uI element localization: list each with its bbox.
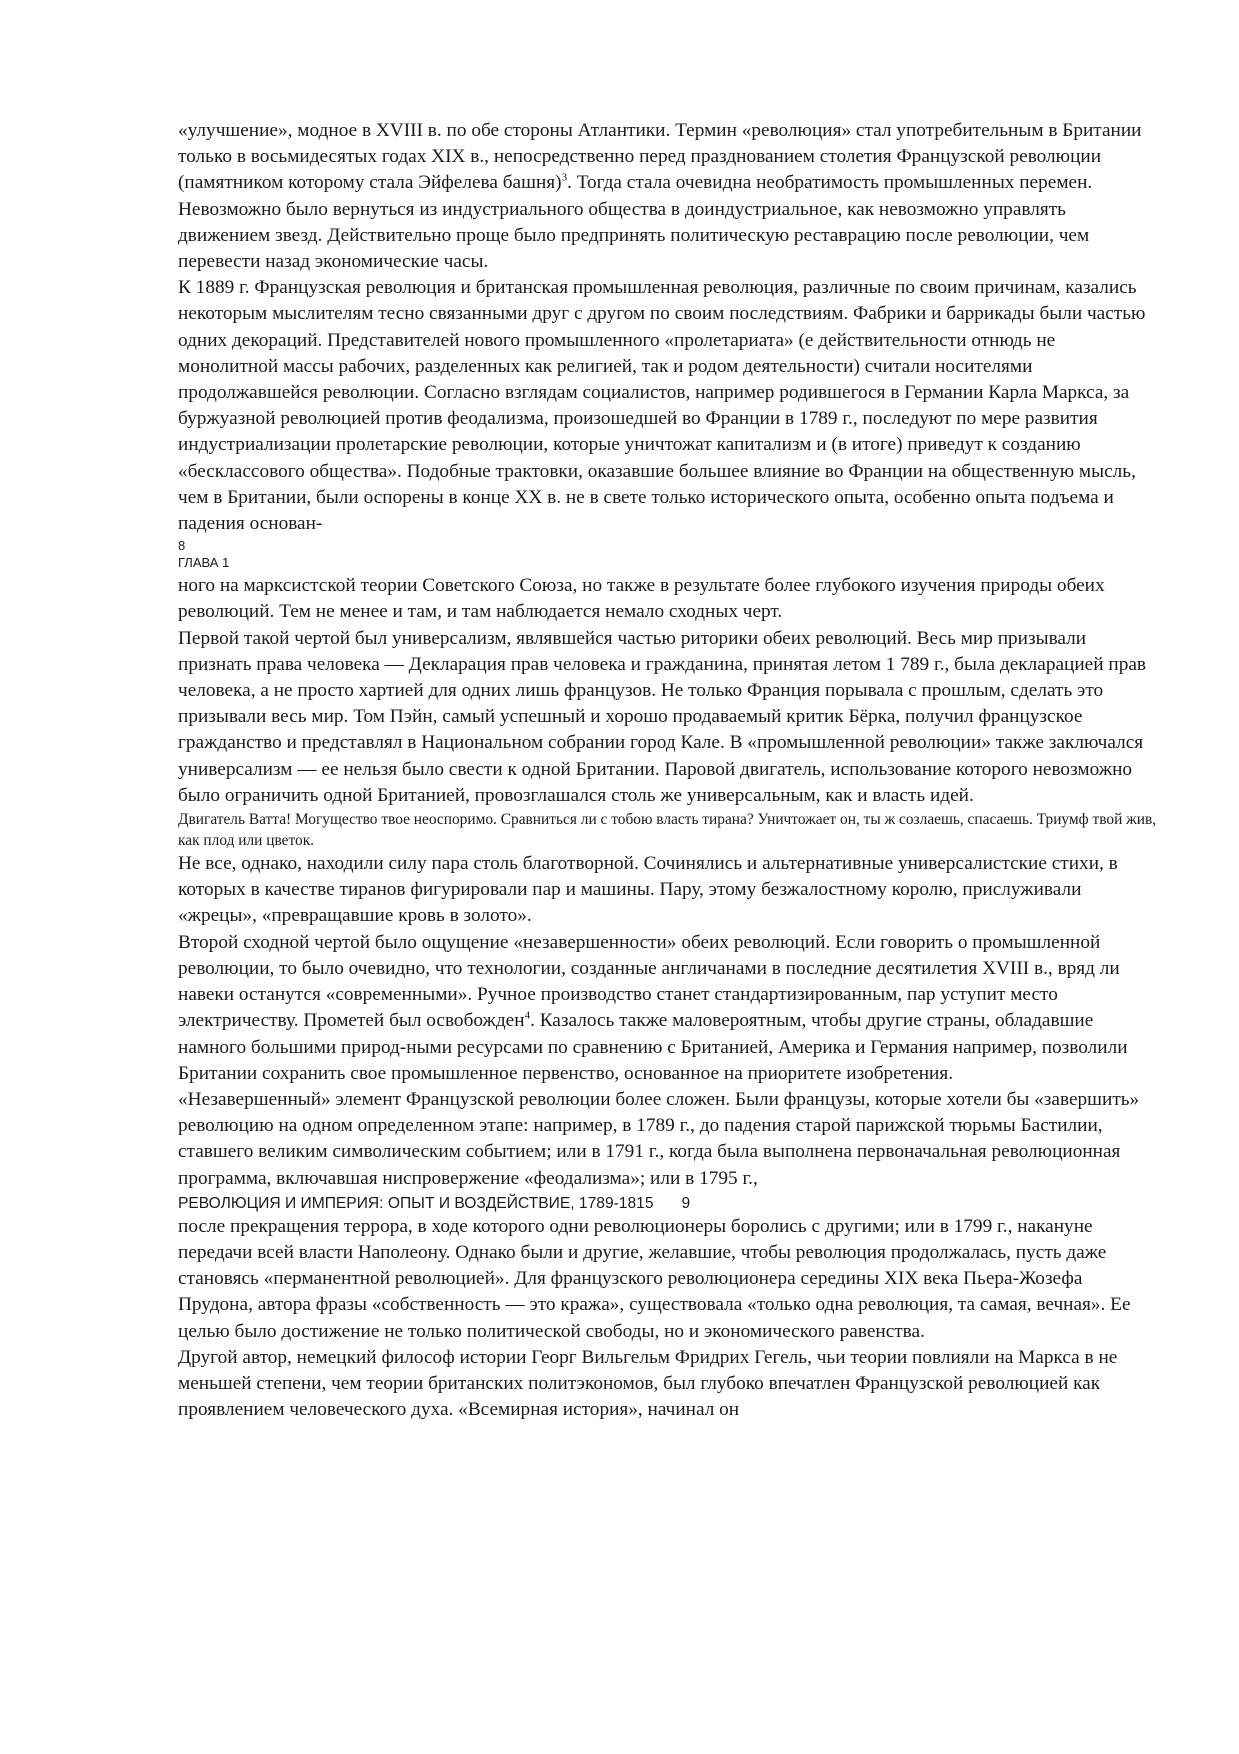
paragraph-text: «улучшение», модное в XVIII в. по обе стороны Атлантики. Термин «революция» стал употребительным в Британии только в восьмидесятых годах XIX в., непосредственно перед празднованием столетия Французской революции (памятником которому стала Эйфелева башня) xyxy=(178,120,1142,194)
paragraph: Другой автор, немецкий философ истории Георг Вильгельм Фридрих Гегель, чьи теории повлияли на Маркса в не меньшей степени, чем теории британских политэкономов, был глубоко впечатлен Французской революцией как проявлением человеческого духа. «Всемирная история», начинал он xyxy=(178,1346,1118,1421)
paragraph: К 1889 г. Французская революция и британская промышленная революция, различные по своим причинам, казались некоторым мыслителям тесно связанными друг с другом по своим последствиям. Фабрики и баррикады были частью одних декораций. Представителей нового промышленного «пролетариата» (е действительности отнюдь не монолитной массы рабочих, разделенных как религией, так и родом деятельности) считали носителями продолжавшейся революции. Согласно взглядам социалистов, например родившегося в Германии Карла Маркса, за буржуазной революцией против феодализма, произошедшей во Франции в 1789 г., последуют по мере развития индустриализации пролетарские революции, которые уничтожат капитализм и (в итоге) приведут к созданию «бесклассового общества». Подобные трактовки, оказавшие большее влияние во Франции на общественную мысль, чем в Британии, были оспорены в конце XX в. не в свете только исторического опыта, особенно опыта подъема и падения основан- xyxy=(178,277,1146,535)
paragraph: после прекращения террора, в ходе которого одни революционеры боролись с другими; или в 1799 г., накануне передачи всей власти Наполеону. Однако были и другие, желавшие, чтобы революция продолжалась, пусть даже становясь «перманентной революцией». Для французского революционера середины XIX века Пьера-Жозефа Прудона, автора фразы «собственность — это кража», существовала «только одна революция, та самая, вечная». Ее целью было достижение не только политической свободы, но и экономического равенства. xyxy=(178,1215,1131,1342)
paragraph: Не все, однако, находили силу пара столь благотворной. Сочинялись и альтернативные универсалистские стихи, в которых в качестве тиранов фигурировали пар и машины. Пару, этому безжалостному королю, прислуживали «жрецы», «превращавшие кровь в золото». xyxy=(178,853,1118,927)
paragraph: «Незавершенный» элемент Французской революции более сложен. Были французы, которые хотели бы «завершить» революцию на одном определенном этапе: например, в 1789 г., до падения старой парижской тюрьмы Бастилии, ставшего великим символическим событием; или в 1791 г., когда была выполнена первоначальная революционная программа, включавшая ниспровержение «феодализма»; или в 1795 г., xyxy=(178,1088,1140,1189)
running-header-title: РЕВОЛЮЦИЯ И ИМПЕРИЯ: ОПЫТ И ВОЗДЕЙСТВИЕ, 1789-1815 xyxy=(178,1194,654,1212)
paragraph: Первой такой чертой был универсализм, являвшейся частью риторики обеих революций. Весь мир призывали признать права человека — Декларация прав человека и гражданина, принятая летом 1 789 г., была декларацией прав человека, а не просто хартией для одних лишь французов. Не только Франция порывала с прошлым, сделать это призывали весь мир. Том Пэйн, самый успешный и хорошо продаваемый критик Бёрка, получил французское гражданство и представлял в Национальном собрании город Кале. В «промышленной революции» также заключался универсализм — ее нельзя было свести к одной Британии. Паровой двигатель, использование которого невозможно было ограничить одной Британией, провозглашался столь же универсальным, как и власть идей. xyxy=(178,627,1146,806)
paragraph xyxy=(178,118,1158,275)
document-page xyxy=(178,118,1158,1423)
footnote-ref[interactable]: 3 xyxy=(561,171,568,184)
chapter-header: ГЛАВА 1 xyxy=(178,555,230,571)
paragraph: ного на марксистской теории Советского Союза, но также в результате более глубокого изучения природы обеих революций. Тем не менее и там, и там наблюдается немало сходных черт. xyxy=(178,575,1105,623)
paragraph-text: Второй сходной чертой было ощущение «незавершенности» обеих революций. Если говорить о промышленной революции, то было очевидно, что технологии, созданные англичанами в последние десятилетия XVIII в., вряд ли навеки останутся «современными». Ручное производство станет стандартизированным, пар уступит место электричеству. Прометей был освобожден xyxy=(178,931,1120,1032)
page-number: 8 xyxy=(178,538,186,554)
poem-quote: Двигатель Ватта! Могущество твое неоспоримо. Сравниться ли с тобою власть тирана? Уничтожает он, ты ж созлаешь, спасаешь. Триумф твой жив, как плод или цветок. xyxy=(178,811,1157,850)
paragraph-text: . Тогда стала очевидна необратимость промышленных перемен. Невозможно было вернуться из индустриального общества в доиндустриальное, как невозможно управлять движением звезд. Действительно проще было предпринять политическую реставрацию после революции, чем перевести назад экономические часы. xyxy=(178,172,1093,273)
footnote-ref[interactable]: 4 xyxy=(524,1009,531,1022)
running-header xyxy=(178,1194,1158,1214)
paragraph-text: . Казалось также маловероятным, чтобы другие страны, обладавшие намного большими природ-ными ресурсами по сравнению с Британией, Америка и Германия например, позволили Британии сохранить свое промышленное первенство, основанное на приоритете изобретения. xyxy=(178,1010,1128,1084)
page-number: 9 xyxy=(681,1194,691,1212)
paragraph xyxy=(178,930,1158,1087)
